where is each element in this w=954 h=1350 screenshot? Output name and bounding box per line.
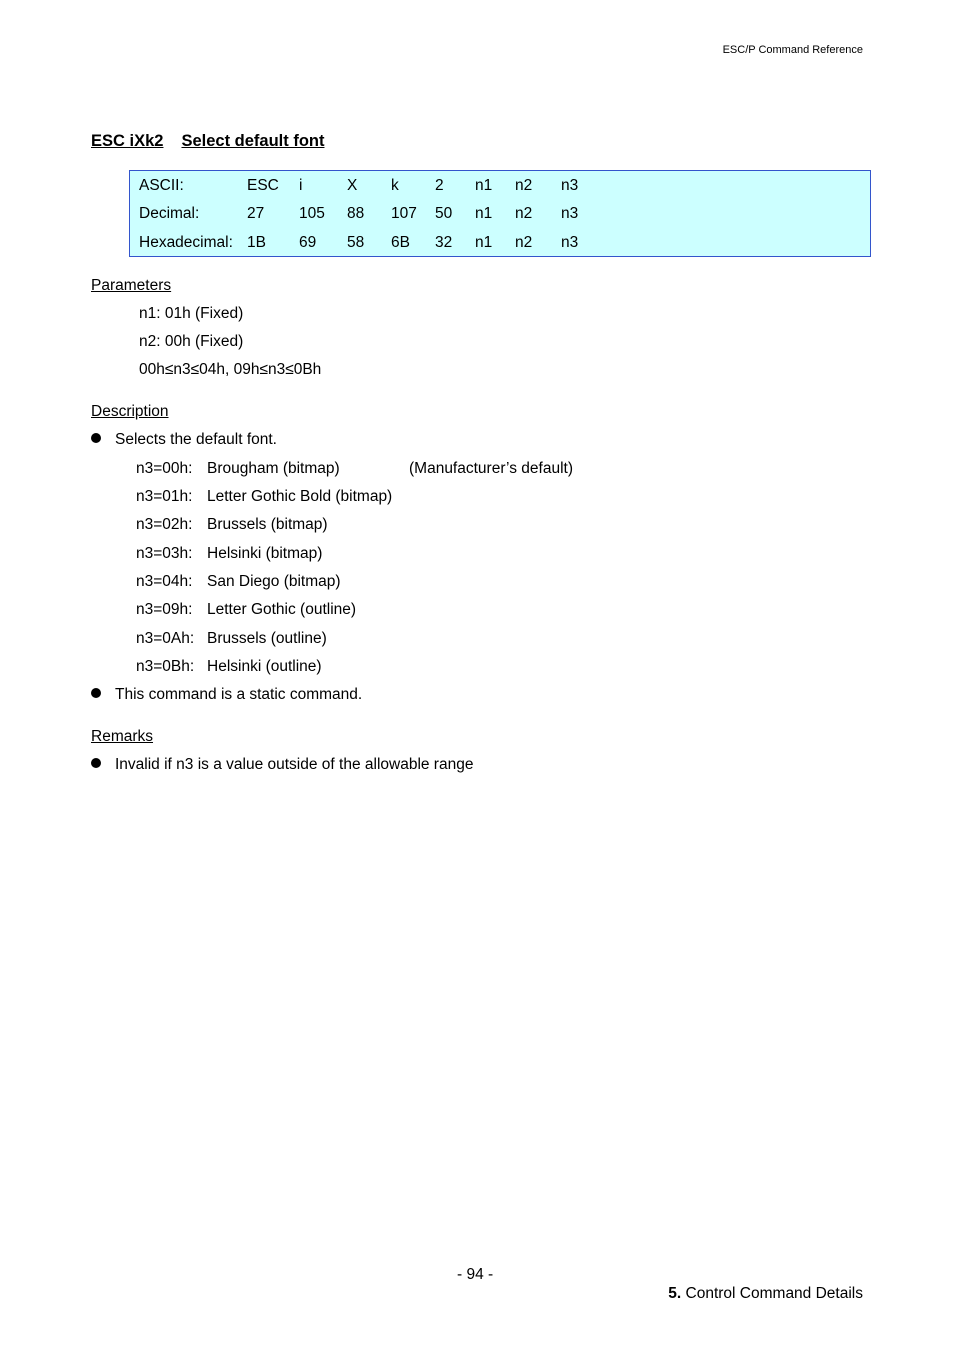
font-note: (Manufacturer’s default) [409, 460, 573, 477]
bullet-text: Invalid if n3 is a value outside of the allowable range [115, 756, 474, 773]
cell: n3 [561, 205, 579, 222]
font-name: Brussels (outline) [207, 630, 327, 647]
footer-chapter [668, 1285, 863, 1303]
font-name: Letter Gothic Bold (bitmap) [207, 488, 393, 505]
cell: i [299, 177, 303, 194]
row-label: Hexadecimal: [139, 234, 233, 251]
cell: n1 [475, 234, 493, 251]
font-name: San Diego (bitmap) [207, 573, 341, 590]
font-option-row [136, 545, 322, 563]
cell: 27 [247, 205, 265, 222]
chapter-number: 5. [668, 1285, 682, 1302]
font-name: Brougham (bitmap) [207, 460, 340, 477]
cell: k [391, 177, 399, 194]
font-name: Letter Gothic (outline) [207, 601, 357, 618]
font-code: n3=02h: [136, 516, 193, 533]
font-option-row [136, 460, 573, 478]
font-code: n3=04h: [136, 573, 193, 590]
cell: 69 [299, 234, 317, 251]
bullet-text: This command is a static command. [115, 686, 363, 703]
cell: ESC [247, 177, 279, 194]
cell: 107 [391, 205, 417, 222]
bullet-icon [91, 758, 101, 768]
cell: 1B [247, 234, 266, 251]
bullet-text: Selects the default font. [115, 431, 277, 448]
cell: 2 [435, 177, 444, 194]
font-option-row [136, 573, 341, 591]
cell: n1 [475, 177, 493, 194]
font-name: Helsinki (bitmap) [207, 545, 323, 562]
cell: n2 [515, 234, 533, 251]
parameter-item: n2: 00h (Fixed) [139, 333, 244, 350]
cell: 50 [435, 205, 453, 222]
cell: n1 [475, 205, 493, 222]
bullet-item [91, 431, 277, 449]
cell: n2 [515, 177, 533, 194]
font-option-row [136, 630, 327, 648]
parameters-heading: Parameters [91, 277, 172, 294]
font-option-row [136, 601, 356, 619]
font-code: n3=03h: [136, 545, 193, 562]
font-code: n3=00h: [136, 460, 193, 477]
font-name: Brussels (bitmap) [207, 516, 328, 533]
font-code: n3=0Ah: [136, 630, 195, 647]
font-code: n3=09h: [136, 601, 193, 618]
cell: 105 [299, 205, 325, 222]
cell: n2 [515, 205, 533, 222]
parameter-item: n1: 01h (Fixed) [139, 305, 244, 322]
page-number: - 94 - [457, 1266, 494, 1283]
cell: 58 [347, 234, 365, 251]
command-name: Select default font [181, 132, 325, 150]
parameter-item: 00h≤n3≤04h, 09h≤n3≤0Bh [139, 361, 322, 378]
bullet-item [91, 756, 473, 774]
font-option-row [136, 488, 392, 506]
cell: 88 [347, 205, 365, 222]
font-code: n3=0Bh: [136, 658, 195, 675]
cell: X [347, 177, 358, 194]
cell: 6B [391, 234, 410, 251]
running-header: ESC/P Command Reference [722, 44, 863, 56]
command-syntax-box [129, 170, 871, 257]
cell: 32 [435, 234, 453, 251]
bullet-icon [91, 688, 101, 698]
cell: n3 [561, 177, 579, 194]
description-heading: Description [91, 403, 169, 420]
cell: n3 [561, 234, 579, 251]
bullet-icon [91, 433, 101, 443]
row-label: ASCII: [139, 177, 184, 194]
remarks-heading: Remarks [91, 728, 154, 745]
chapter-title: Control Command Details [685, 1285, 863, 1302]
command-title [91, 132, 324, 151]
row-label: Decimal: [139, 205, 200, 222]
font-name: Helsinki (outline) [207, 658, 322, 675]
font-option-row [136, 516, 328, 534]
bullet-item [91, 686, 362, 704]
font-option-row [136, 658, 322, 676]
command-code: ESC iXk2 [91, 132, 164, 150]
font-code: n3=01h: [136, 488, 193, 505]
